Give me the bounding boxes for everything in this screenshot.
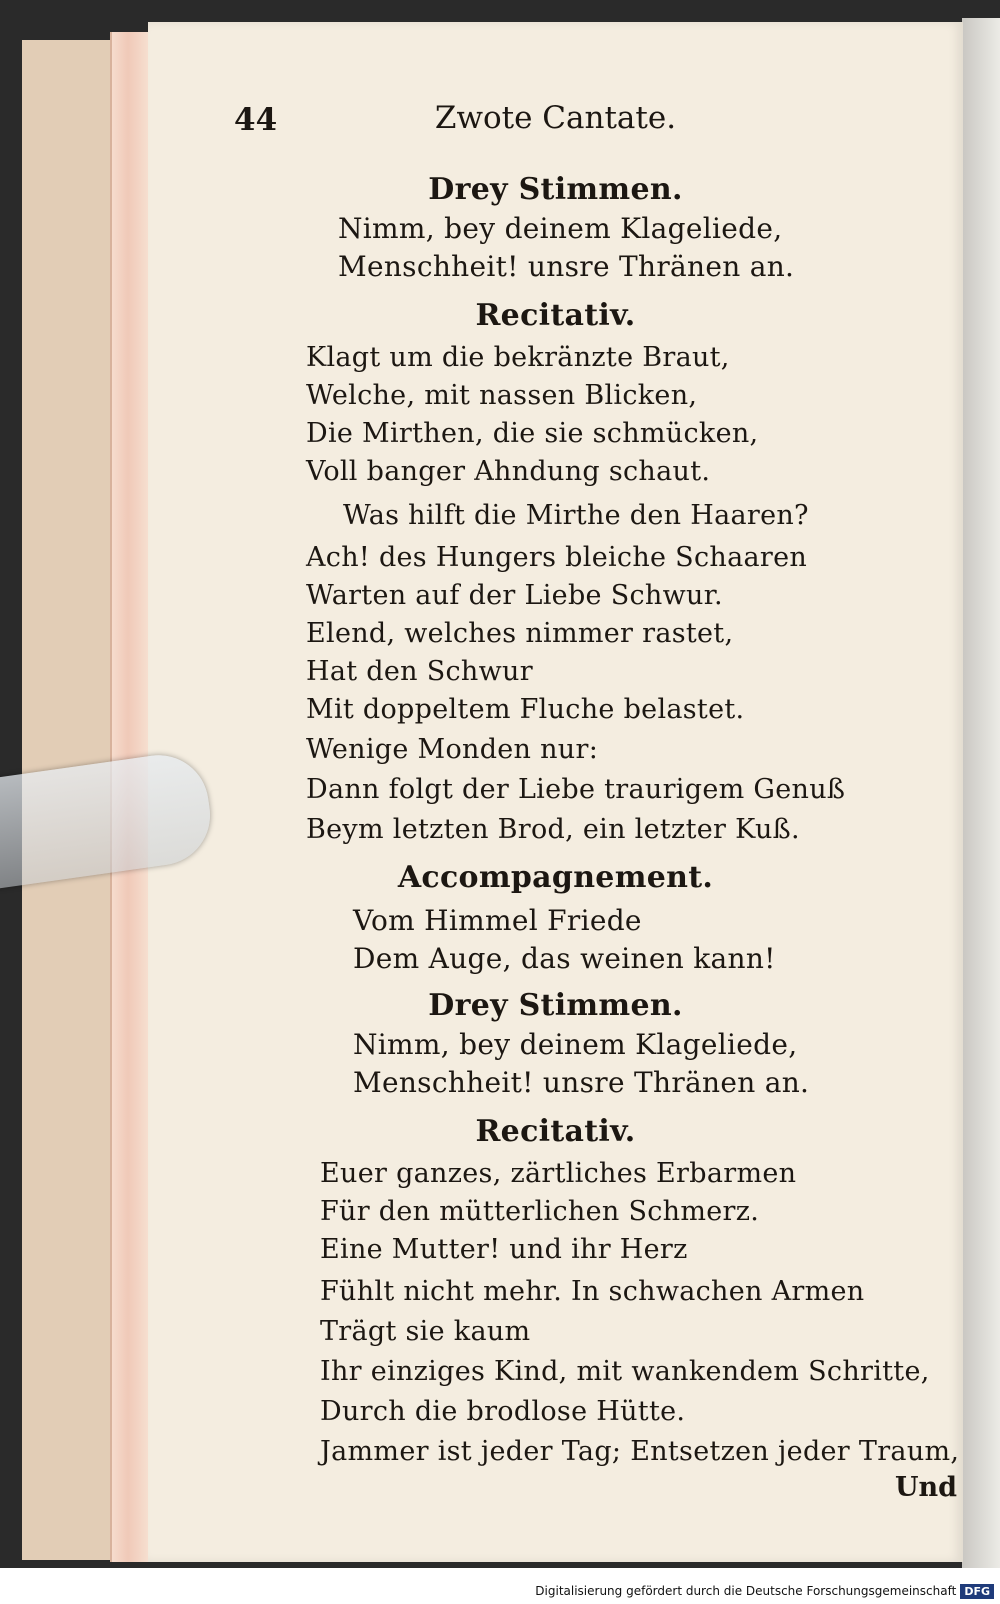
verse-line: Jammer ist jeder Tag; Entsetzen jeder Traum,	[320, 1436, 960, 1467]
facing-page-edge	[962, 18, 1000, 1578]
page-text	[148, 22, 963, 1562]
verse-line: Voll banger Ahndung schaut.	[306, 456, 711, 487]
verse-line: Welche, mit nassen Blicken,	[306, 380, 698, 411]
verse-line: Fühlt nicht mehr. In schwachen Armen	[320, 1276, 865, 1307]
verse-line: Ihr einziges Kind, mit wankendem Schritte,	[320, 1356, 930, 1387]
footer-text: Digitalisierung gefördert durch die Deutsche Forschungsgemeinschaft	[535, 1584, 957, 1598]
verse-line: Klagt um die bekränzte Braut,	[306, 342, 730, 373]
book-page	[148, 22, 963, 1562]
verse-line: Dem Auge, das weinen kann!	[353, 942, 776, 975]
verse-line: Nimm, bey deinem Klageliede,	[338, 212, 783, 245]
section-heading: Drey Stimmen.	[428, 988, 683, 1023]
catchword: Und	[894, 1472, 957, 1503]
verse-line: Für den mütterlichen Schmerz.	[320, 1196, 760, 1227]
section-heading: Accompagnement.	[397, 860, 714, 895]
verse-line: Menschheit! unsre Thränen an.	[353, 1066, 810, 1099]
verse-line: Trägt sie kaum	[320, 1316, 531, 1347]
verse-line: Euer ganzes, zärtliches Erbarmen	[320, 1158, 797, 1189]
verse-line: Dann folgt der Liebe traurigem Genuß	[306, 774, 846, 805]
section-heading: Drey Stimmen.	[428, 172, 683, 207]
verse-line: Hat den Schwur	[306, 656, 533, 687]
verse-line: Mit doppeltem Fluche belastet.	[306, 694, 745, 725]
verse-line: Elend, welches nimmer rastet,	[306, 618, 734, 649]
page-number: 44	[234, 102, 278, 138]
verse-line: Beym letzten Brod, ein letzter Kuß.	[306, 814, 800, 845]
verse-line: Die Mirthen, die sie schmücken,	[306, 418, 759, 449]
dfg-logo: DFG	[960, 1584, 994, 1599]
section-heading: Recitativ.	[475, 1114, 636, 1149]
verse-line: Ach! des Hungers bleiche Schaaren	[306, 542, 808, 573]
verse-line: Was hilft die Mirthe den Haaren?	[343, 500, 809, 531]
verse-line: Eine Mutter! und ihr Herz	[320, 1234, 688, 1265]
verse-line: Vom Himmel Friede	[353, 904, 642, 937]
verse-line: Warten auf der Liebe Schwur.	[306, 580, 723, 611]
verse-line: Durch die brodlose Hütte.	[320, 1396, 686, 1427]
verse-line: Menschheit! unsre Thränen an.	[338, 250, 795, 283]
section-heading: Recitativ.	[475, 298, 636, 333]
footer	[0, 1568, 1000, 1604]
verse-line: Wenige Monden nur:	[306, 734, 599, 765]
running-head: Zwote Cantate.	[434, 100, 677, 136]
verse-line: Nimm, bey deinem Klageliede,	[353, 1028, 798, 1061]
